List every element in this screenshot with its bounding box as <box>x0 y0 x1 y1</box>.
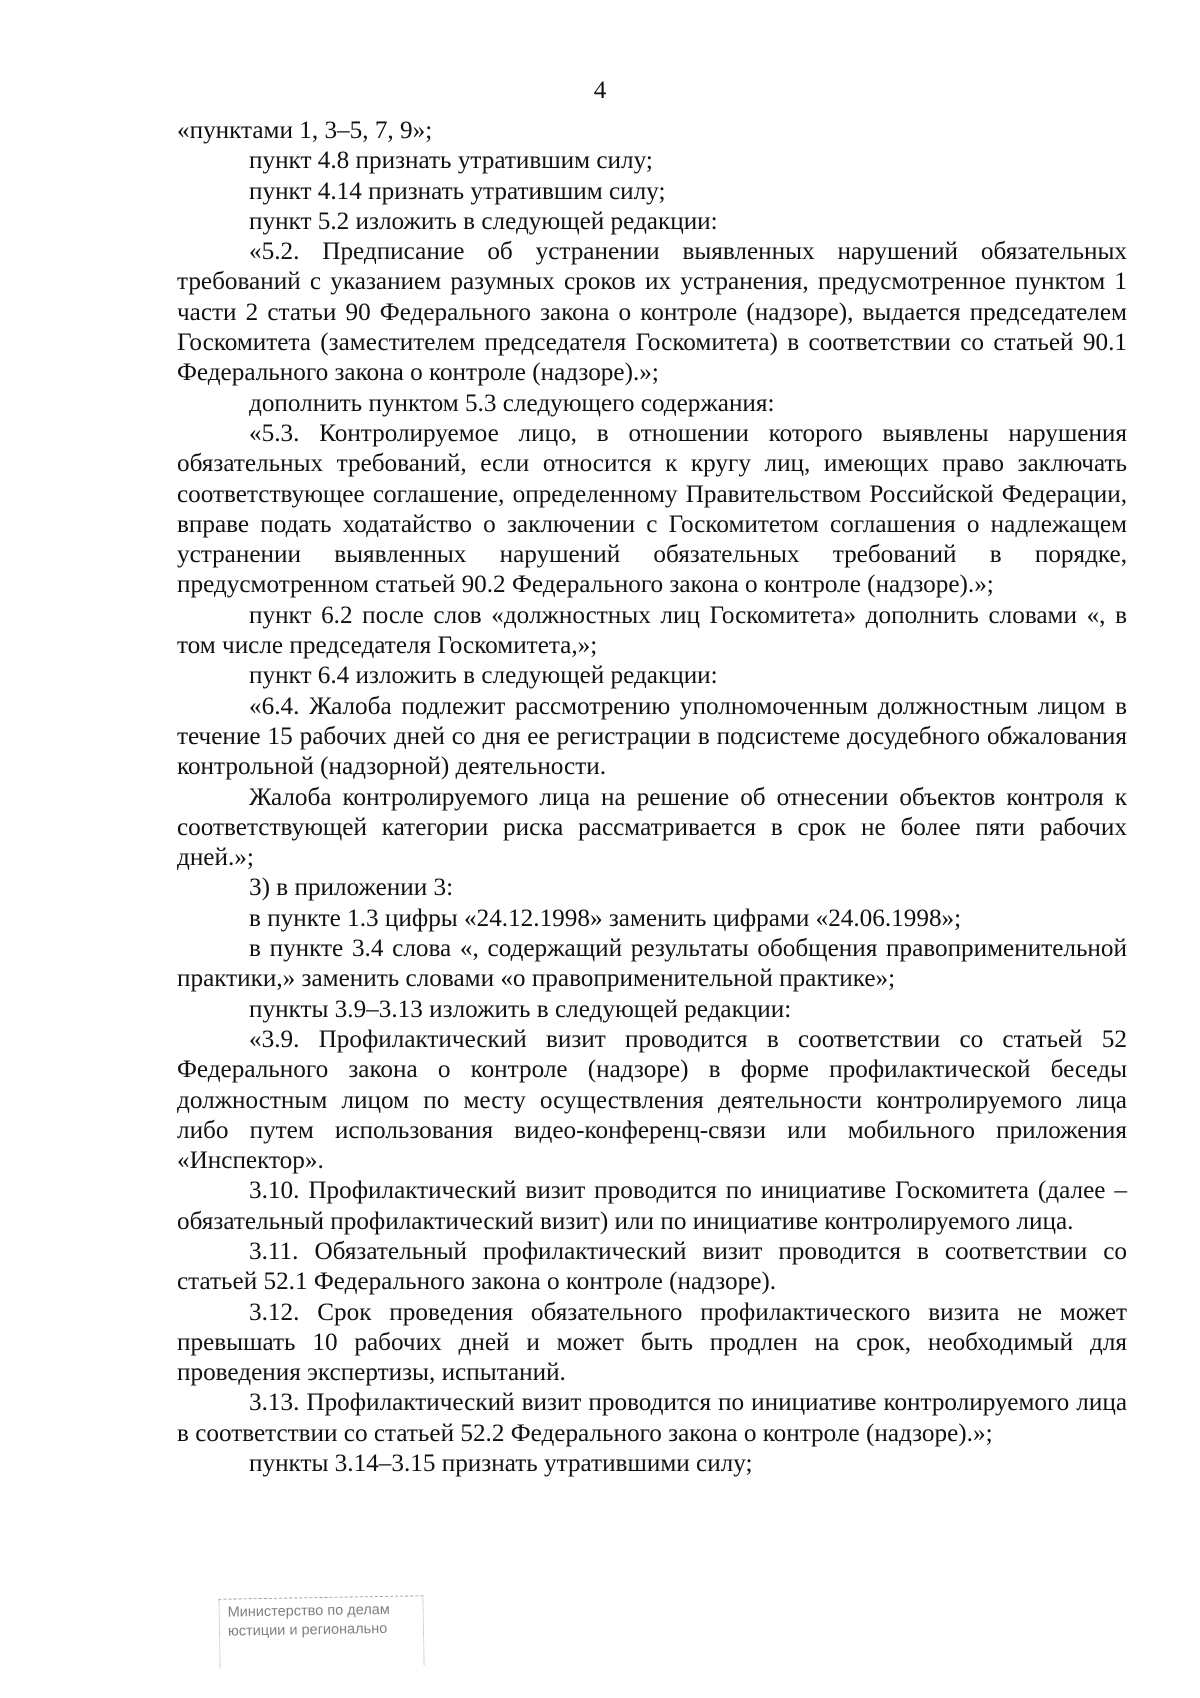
paragraph: пункт 4.8 признать утратившим силу; <box>249 147 653 175</box>
paragraph: «6.4. Жалоба подлежит рассмотрению уполномоченным должностным лицом в течение 15 рабочих дней со дня ее регистрации в подсистеме досудебного обжалования контрольной (надзорной) деятельности. <box>177 692 1127 781</box>
paragraph: в пункте 3.4 слова «, содержащий результаты обобщения правоприменительной практики,» заменить словами «о правоприменительной практике»; <box>177 935 1127 993</box>
stamp-line: Министерство по делам <box>227 1601 390 1621</box>
paragraph: «3.9. Профилактический визит проводится в соответствии со статьей 52 Федерального закона о контроле (надзоре) в форме профилактической беседы должностным лицом по месту осуществления деятельности контролируемого лица либо путем использования видео-конференц-связи или мобильного приложения «Инспектор». <box>177 1025 1127 1175</box>
paragraph: в пункте 1.3 цифры «24.12.1998» заменить цифрами «24.06.1998»; <box>249 904 962 932</box>
paragraph: 3.12. Срок проведения обязательного профилактического визита не может превышать 10 рабочих дней и может быть продлен на срок, необходимый для проведения экспертизы, испытаний. <box>177 1298 1127 1387</box>
registration-stamp <box>218 1595 424 1669</box>
paragraph: «пунктами 1, 3–5, 7, 9»; <box>177 117 433 144</box>
paragraph: 3.11. Обязательный профилактический визит проводится в соответствии со статьей 52.1 Федерального закона о контроле (надзоре). <box>177 1237 1127 1296</box>
paragraph: пункт 6.4 изложить в следующей редакции: <box>249 662 718 690</box>
page-number: 4 <box>593 77 607 104</box>
paragraph: пункт 6.2 после слов «должностных лиц Госкомитета» дополнить словами «, в том числе председателя Госкомитета,»; <box>177 601 1127 660</box>
paragraph: пункты 3.14–3.15 признать утратившими силу; <box>249 1450 753 1478</box>
paragraph: 3.13. Профилактический визит проводится по инициативе контролируемого лица в соответствии со статьей 52.2 Федерального закона о контроле (надзоре).»; <box>177 1389 1127 1447</box>
stamp-line: юстиции и регионально <box>227 1620 388 1640</box>
paragraph: «5.2. Предписание об устранении выявленных нарушений обязательных требований с указанием разумных сроков их устранения, предусмотренное пунктом 1 части 2 статьи 90 Федерального закона о контроле (надзоре), выдается председателем Госкомитета (заместителем председателя Госкомитета) в соответствии со статьей 90.1 Федерального закона о контроле (надзоре).»; <box>177 238 1127 387</box>
paragraph: 3.10. Профилактический визит проводится по инициативе Госкомитета (далее – обязательный профилактический визит) или по инициативе контролируемого лица. <box>177 1177 1127 1235</box>
paragraph: «5.3. Контролируемое лицо, в отношении которого выявлены нарушения обязательных требований, если относится к кругу лиц, имеющих право заключать соответствующее соглашение, определенному Правительством Российской Федерации, вправе подать ходатайство о заключении с Госкомитетом соглашения о надлежащем устранении выявленных нарушений обязательных требований в порядке, предусмотренном статьей 90.2 Федерального закона о контроле (надзоре).»; <box>177 419 1127 599</box>
paragraph: пункт 5.2 изложить в следующей редакции: <box>249 207 718 235</box>
paragraph: Жалоба контролируемого лица на решение об отнесении объектов контроля к соответствующей категории риска рассматривается в срок не более пяти рабочих дней.»; <box>177 783 1127 872</box>
paragraph: пункты 3.9–3.13 изложить в следующей редакции: <box>249 995 792 1023</box>
document-body <box>177 116 1127 1479</box>
paragraph: 3) в приложении 3: <box>249 874 454 902</box>
paragraph: дополнить пунктом 5.3 следующего содержания: <box>249 389 775 417</box>
paragraph: пункт 4.14 признать утратившим силу; <box>249 177 666 205</box>
